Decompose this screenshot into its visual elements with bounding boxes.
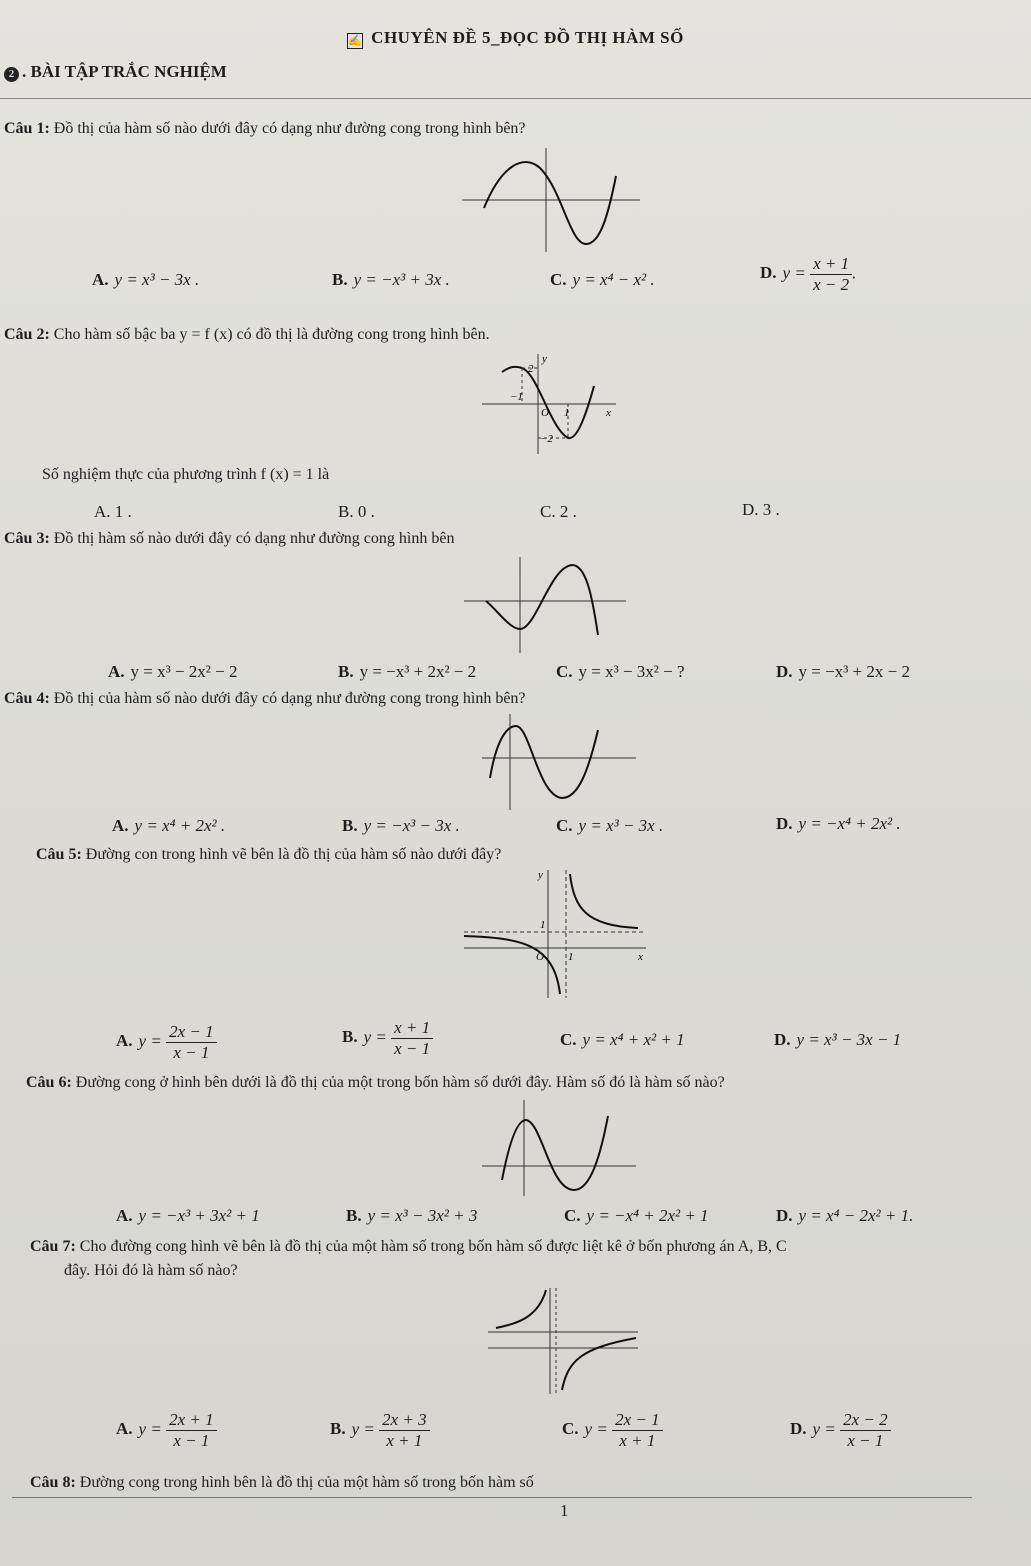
q6-option-b[interactable]: B. y = x³ − 3x² + 3: [346, 1206, 478, 1225]
q1-option-d[interactable]: D. y = $\frac{x + 1}{x - 2}$ .: [760, 254, 857, 294]
q6-option-a[interactable]: A. y = −x³ + 3x² + 1: [116, 1206, 260, 1225]
q5-option-a[interactable]: A. y = $\frac{2x - 1}{x - 1}$: [116, 1022, 217, 1063]
question-2-sub: Số nghiệm thực của phương trình f (x) = 1 là: [42, 466, 330, 483]
q7-option-c[interactable]: C. y = $\frac{2x - 1}{x + 1}$: [562, 1410, 663, 1451]
question-label: Câu 5:: [36, 846, 82, 863]
q7-option-b[interactable]: B. y = $\frac{2x + 3}{x + 1}$: [330, 1410, 430, 1451]
question-text: Cho đường cong hình vẽ bên là đồ thị của một hàm số trong bốn hàm số được liệt kê ở bốn phương án A, B, C: [79, 1238, 787, 1255]
q7-option-d[interactable]: D. y = $\frac{2x - 2}{x - 1}$: [790, 1410, 891, 1451]
q5-option-c[interactable]: C. y = x⁴ + x² + 1: [560, 1030, 685, 1049]
q5-option-b[interactable]: B. y = $\frac{x + 1}{x - 1}$: [342, 1018, 433, 1059]
pen-icon: ✍: [348, 35, 363, 47]
y-tick-2: 2: [528, 363, 534, 375]
q4-option-c[interactable]: C. y = x³ − 3x .: [556, 816, 664, 835]
q2-graph: [480, 352, 620, 456]
q6-graph: [480, 1098, 640, 1198]
origin-label: O: [541, 407, 549, 419]
q3-graph: [462, 555, 632, 655]
origin-label: O: [536, 951, 544, 963]
question-label: Câu 7:: [30, 1238, 76, 1255]
cubic-curve: [502, 1116, 608, 1190]
y-axis-label: y: [542, 353, 547, 365]
q6-option-c[interactable]: C. y = −x⁴ + 2x² + 1: [564, 1206, 709, 1225]
question-7-line-2: đây. Hỏi đó là hàm số nào?: [64, 1262, 238, 1279]
question-label: Câu 2:: [4, 326, 50, 343]
question-8: [30, 1474, 534, 1492]
question-3: [4, 530, 454, 548]
q4-option-b[interactable]: B. y = −x³ − 3x .: [342, 816, 460, 835]
hyperbola-left-branch: [496, 1290, 546, 1328]
question-label: Câu 8:: [30, 1474, 76, 1491]
question-text: Đồ thị hàm số nào dưới đây có dạng như đường cong hình bên: [53, 530, 455, 547]
q5-option-d[interactable]: D. y = x³ − 3x − 1: [774, 1030, 902, 1049]
question-1: [4, 120, 526, 138]
y-tick-1: 1: [540, 919, 546, 931]
header-divider: [0, 98, 1031, 99]
hyperbola-left-branch: [464, 936, 560, 994]
q1-option-b[interactable]: B. y = −x³ + 3x .: [332, 270, 450, 289]
question-text: Cho hàm số bậc ba y = f (x) có đồ thị là đường cong trong hình bên.: [53, 326, 490, 343]
q1-option-a[interactable]: A. y = x³ − 3x .: [92, 270, 200, 289]
q4-option-d[interactable]: D. y = −x⁴ + 2x² .: [776, 814, 901, 833]
q7-option-a[interactable]: A. y = $\frac{2x + 1}{x - 1}$: [116, 1410, 217, 1451]
cubic-curve: [484, 162, 616, 244]
question-text: Đường con trong hình vẽ bên là đồ thị của hàm số nào dưới đây?: [85, 846, 502, 863]
page-number: 1: [560, 1501, 569, 1520]
question-label: Câu 3:: [4, 530, 50, 547]
x-axis-label: x: [606, 407, 611, 419]
cubic-curve: [486, 565, 598, 635]
question-text: Đồ thị của hàm số nào dưới đây có dạng như đường cong trong hình bên?: [53, 120, 526, 137]
q3-option-c[interactable]: C. y = x³ − 3x² − ?: [556, 662, 685, 681]
q1-option-c[interactable]: C. y = x⁴ − x² .: [550, 270, 655, 289]
q4-option-a[interactable]: A. y = x⁴ + 2x² .: [112, 816, 226, 835]
q2-option-d[interactable]: D. 3 .: [742, 500, 780, 519]
question-6: [26, 1074, 725, 1092]
section-number-badge: 2: [4, 67, 19, 82]
footer-divider: [12, 1497, 972, 1498]
question-2: [4, 326, 490, 344]
hyperbola-right-branch: [562, 1338, 636, 1390]
header-title: CHUYÊN ĐỀ 5_ĐỌC ĐỒ THỊ HÀM SỐ: [371, 28, 684, 47]
question-text: Đường cong ở hình bên dưới là đồ thị của một trong bốn hàm số dưới đây. Hàm số đó là hàm số nào?: [75, 1074, 725, 1091]
question-4: [4, 690, 526, 708]
x-tick-minus-1: −1: [510, 391, 523, 403]
section-title: . BÀI TẬP TRẮC NGHIỆM: [22, 62, 227, 81]
y-axis-label: y: [538, 869, 543, 881]
question-7: [30, 1238, 787, 1256]
x-axis-label: x: [638, 951, 643, 963]
q6-option-d[interactable]: D. y = x⁴ − 2x² + 1.: [776, 1206, 914, 1225]
cubic-curve: [490, 726, 598, 798]
q4-graph: [480, 712, 640, 812]
x-tick-1: 1: [564, 407, 570, 419]
q7-graph: [486, 1286, 642, 1398]
x-tick-1: 1: [568, 951, 574, 963]
q3-option-a[interactable]: A. y = x³ − 2x² − 2: [108, 662, 238, 681]
q2-option-c[interactable]: C. 2 .: [540, 502, 577, 521]
question-text: Đường cong trong hình bên là đồ thị của một hàm số trong bốn hàm số: [79, 1474, 534, 1491]
q1-graph: [462, 146, 642, 254]
question-label: Câu 6:: [26, 1074, 72, 1091]
q3-option-b[interactable]: B. y = −x³ + 2x² − 2: [338, 662, 477, 681]
question-label: Câu 4:: [4, 690, 50, 707]
q5-graph: [462, 868, 648, 1000]
question-label: Câu 1:: [4, 120, 50, 137]
q3-option-d[interactable]: D. y = −x³ + 2x − 2: [776, 662, 910, 681]
question-5: [36, 846, 501, 864]
q2-option-b[interactable]: B. 0 .: [338, 502, 375, 521]
y-tick-minus-2: −2: [540, 433, 553, 445]
page-header: [0, 28, 1031, 49]
hyperbola-right-branch: [570, 874, 638, 928]
question-text: Đồ thị của hàm số nào dưới đây có dạng như đường cong trong hình bên?: [53, 690, 526, 707]
q2-option-a[interactable]: A. 1 .: [94, 502, 132, 521]
section-heading: [4, 62, 227, 82]
